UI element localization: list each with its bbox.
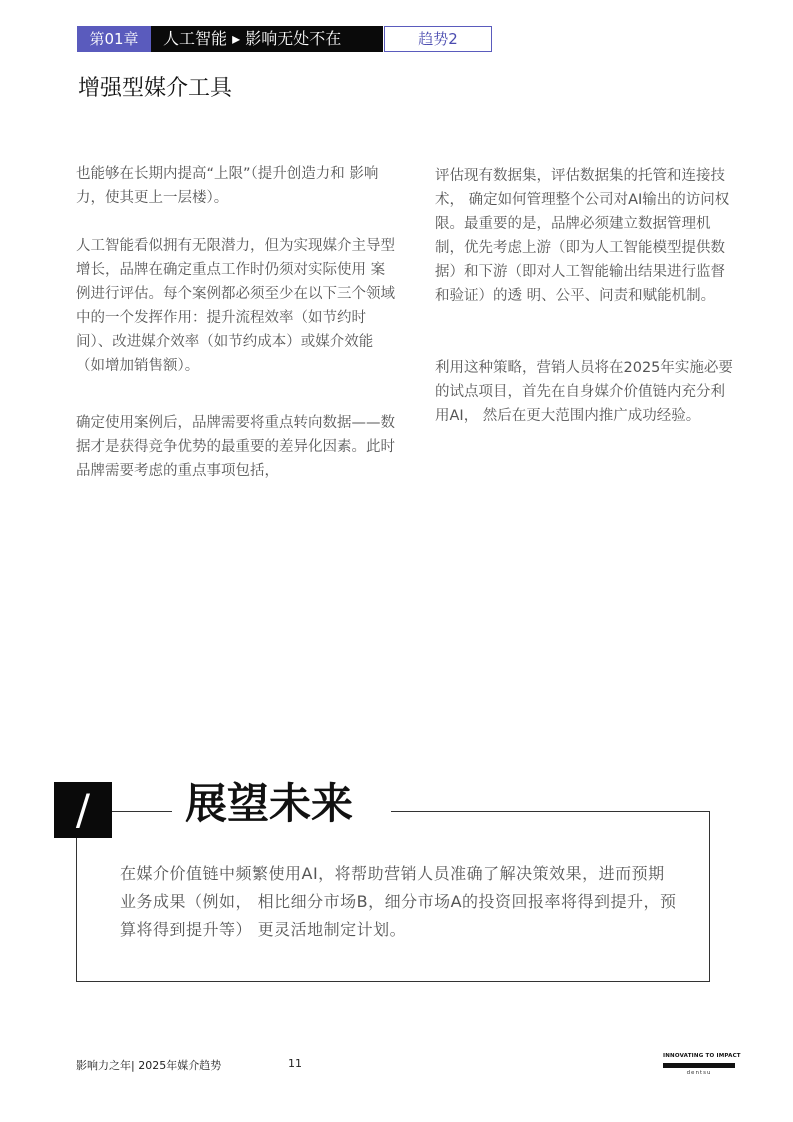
outlook-body-text: 在媒介价值链中频繁使用AI，将帮助营销人员准确了解决策效果，进而预期业务成果（例如， 相比细分市场B，细分市场A的投资回报率将得到提升，预算将得到提升等） 更灵活地制定计划。 bbox=[120, 864, 677, 939]
outlook-title-rule-left bbox=[112, 811, 172, 812]
paragraph: 也能够在长期内提高“上限”（提升创造力和 影响力，使其更上一层楼）。 bbox=[76, 166, 379, 206]
dentsu-logo bbox=[663, 1053, 741, 1079]
page-number: 11 bbox=[288, 1057, 302, 1070]
chapter-number-tag: 第01章 bbox=[77, 26, 151, 52]
slash-mark: / bbox=[54, 782, 112, 838]
chapter-title-bar: 人工智能 ▸ 影响无处不在 bbox=[151, 26, 383, 52]
outlook-title-rule-right bbox=[391, 811, 710, 812]
section-title: 增强型媒介工具 bbox=[78, 76, 233, 101]
logo-bar bbox=[663, 1063, 735, 1068]
right-text-column bbox=[435, 164, 735, 428]
paragraph: 利用这种策略，营销人员将在2025年实施必要的试点项目，首先在自身媒介价值链内充分利用AI， 然后在更大范围内推广成功经验。 bbox=[435, 360, 733, 424]
paragraph: 人工智能看似拥有无限潜力，但为实现媒介主导型增长，品牌在确定重点工作时仍须对实际使用 案例进行评估。每个案例都必须至少在以下三个领域中的一个发挥作用：提升流程效率（如节约时间）、改进媒介效率（如节约成本）或媒介效能（如增加销售额）。 bbox=[76, 238, 395, 374]
outlook-title: 展望未来 bbox=[185, 779, 354, 828]
footer-publication-title: 影响力之年| 2025年媒介趋势 bbox=[76, 1059, 222, 1072]
trend-tag: 趋势2 bbox=[384, 26, 492, 52]
left-text-column bbox=[76, 162, 398, 483]
paragraph: 评估现有数据集，评估数据集的托管和连接技术， 确定如何管理整个公司对AI输出的访问权限。最重要的是，品牌必须建立数据管理机制，优先考虑上游（即为人工智能模型提供数据）和下游（即对人工智能输出结果进行监督和验证）的透 明、公平、问责和赋能机制。 bbox=[435, 168, 730, 304]
paragraph: 确定使用案例后，品牌需要将重点转向数据——数据才是获得竞争优势的最重要的差异化因素。此时品牌需要考虑的重点事项包括， bbox=[76, 415, 395, 479]
chapter-header bbox=[77, 26, 493, 52]
logo-wordmark: dentsu bbox=[686, 1070, 712, 1076]
logo-tagline: INNOVATING TO IMPACT bbox=[663, 1053, 741, 1059]
